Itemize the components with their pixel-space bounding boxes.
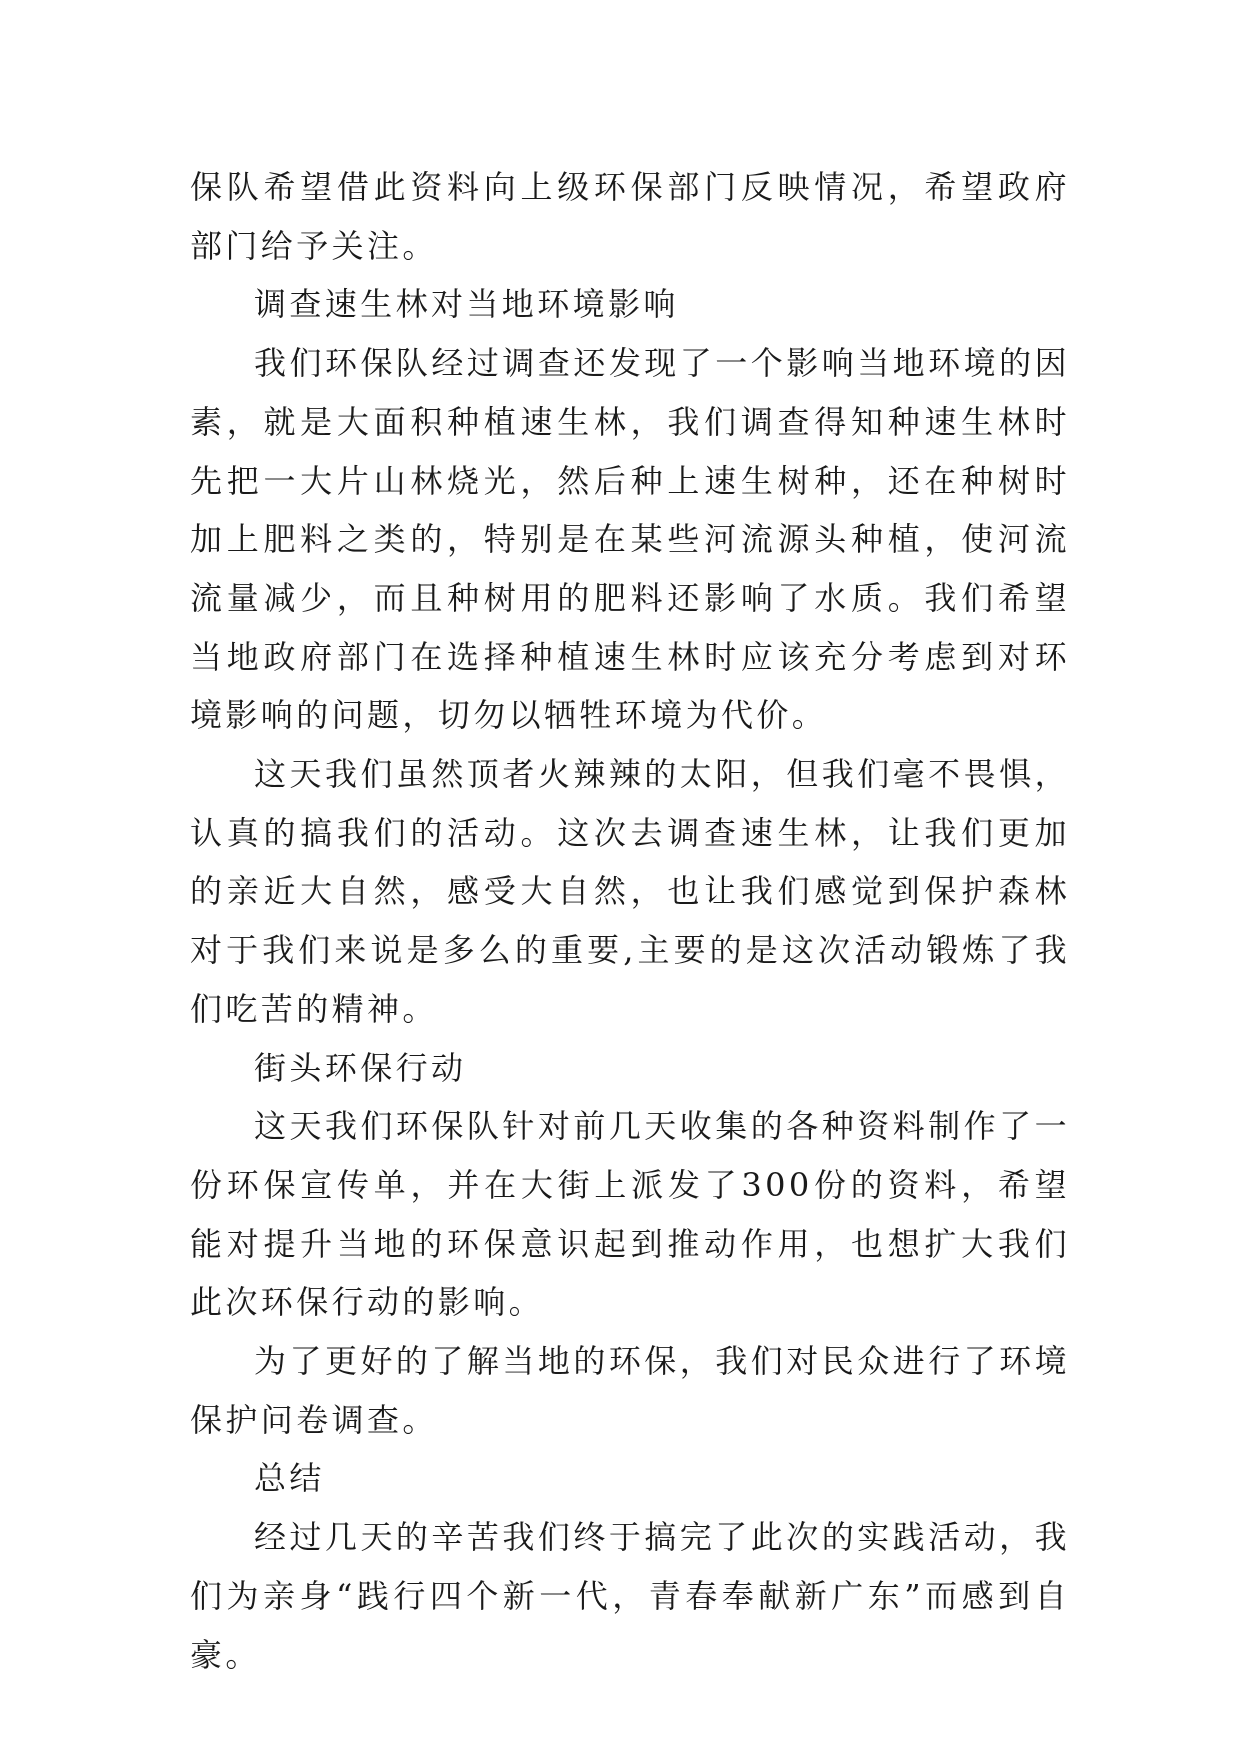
section-heading-summary: 总结 [254,1459,325,1498]
document-body [190,158,1070,1684]
paragraph-continuation: 保队希望借此资料向上级环保部门反映情况，希望政府部门给予关注。 [190,168,1070,265]
paragraph-summary: 经过几天的辛苦我们终于搞完了此次的实践活动，我们为亲身“践行四个新一代，青春奉献新广东”而感到自豪。 [190,1518,1070,1674]
section-heading-forest-survey: 调查速生林对当地环境影响 [254,285,679,324]
section-heading-street-action: 街头环保行动 [254,1048,467,1087]
paragraph-street-action: 这天我们环保队针对前几天收集的各种资料制作了一份环保宣传单，并在大街上派发了300份的资料，希望能对提升当地的环保意识起到推动作用，也想扩大我们此次环保行动的影响。 [190,1107,1070,1322]
paragraph-forest-reflection: 这天我们虽然顶者火辣辣的太阳，但我们毫不畏惧，认真的搞我们的活动。这次去调查速生林，让我们更加的亲近大自然，感受大自然，也让我们感觉到保护森林对于我们来说是多么的重要,主要的是这次活动锻炼了我们吃苦的精神。 [190,755,1070,1028]
paragraph-questionnaire: 为了更好的了解当地的环保，我们对民众进行了环境保护问卷调查。 [190,1342,1070,1439]
paragraph-forest-findings: 我们环保队经过调查还发现了一个影响当地环境的因素，就是大面积种植速生林，我们调查得知种速生林时先把一大片山林烧光，然后种上速生树种，还在种树时加上肥料之类的，特别是在某些河流源头种植，使河流流量减少，而且种树用的肥料还影响了水质。我们希望当地政府部门在选择种植速生林时应该充分考虑到对环境影响的问题，切勿以牺牲环境为代价。 [190,344,1070,735]
